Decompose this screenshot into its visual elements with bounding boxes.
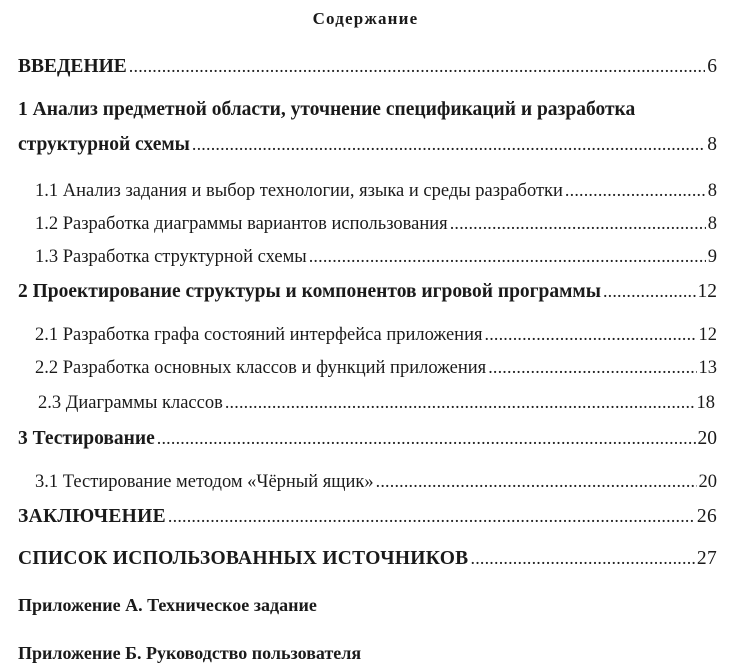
toc-entry-text: ЗАКЛЮЧЕНИЕ xyxy=(18,506,166,527)
leader-dots xyxy=(192,134,705,155)
toc-page-number: 12 xyxy=(698,325,717,345)
toc-entry-text: 2 Проектирование структуры и компонентов игровой программы xyxy=(18,281,601,302)
toc-entry-1-1[interactable] xyxy=(35,180,717,202)
toc-page-number: 13 xyxy=(698,358,717,378)
toc-page-number: 9 xyxy=(707,247,717,267)
toc-entry-1-3[interactable] xyxy=(35,246,717,268)
toc-entry-1-line1[interactable]: 1 Анализ предметной области, уточнение спецификаций и разработка xyxy=(18,99,636,120)
leader-dots xyxy=(309,246,706,267)
leader-dots xyxy=(168,506,695,527)
toc-page-number: 12 xyxy=(697,281,717,302)
leader-dots xyxy=(471,548,695,569)
toc-entry-3-1[interactable] xyxy=(35,471,717,493)
toc-entry-text: 1.1 Анализ задания и выбор технологии, языка и среды разработки xyxy=(35,181,563,201)
leader-dots xyxy=(565,180,706,201)
toc-entry-appendix-b[interactable]: Приложение Б. Руководство пользователя xyxy=(18,643,362,663)
toc-page-number: 8 xyxy=(707,181,717,201)
toc-entry-text: 2.1 Разработка графа состояний интерфейса приложения xyxy=(35,325,483,345)
toc-entry-3[interactable] xyxy=(18,428,717,450)
toc-entry-2-3[interactable] xyxy=(38,392,715,414)
toc-entry-text: 2.2 Разработка основных классов и функций приложения xyxy=(35,358,487,378)
leader-dots xyxy=(157,428,696,449)
leader-dots xyxy=(129,56,705,77)
toc-page-number: 20 xyxy=(698,472,717,492)
toc-entry-text: структурной схемы xyxy=(18,134,190,155)
toc-entry-references[interactable] xyxy=(18,548,717,570)
toc-entry-conclusion[interactable] xyxy=(18,506,717,528)
toc-entry-1[interactable] xyxy=(18,134,717,156)
toc-page-number: 20 xyxy=(697,428,717,449)
toc-entry-appendix-a[interactable]: Приложение А. Техническое задание xyxy=(18,595,317,615)
leader-dots xyxy=(488,357,696,378)
toc-entry-text: 1.3 Разработка структурной схемы xyxy=(35,247,307,267)
toc-entry-text: 1.2 Разработка диаграммы вариантов использования xyxy=(35,214,448,234)
toc-entry-text: 3.1 Тестирование методом «Чёрный ящик» xyxy=(35,472,374,492)
toc-entry-2-1[interactable] xyxy=(35,324,717,346)
toc-page-number: 6 xyxy=(707,56,717,77)
toc-entry-1-2[interactable] xyxy=(35,213,717,235)
toc-entry-text: СПИСОК ИСПОЛЬЗОВАННЫХ ИСТОЧНИКОВ xyxy=(18,548,469,569)
toc-page-number: 8 xyxy=(707,214,717,234)
toc-page-number: 18 xyxy=(696,393,715,413)
leader-dots xyxy=(376,471,697,492)
toc-entry-2[interactable] xyxy=(18,281,717,303)
leader-dots xyxy=(450,213,706,234)
leader-dots xyxy=(603,281,696,302)
toc-entry-text: 2.3 Диаграммы классов xyxy=(38,393,223,413)
toc-page-number: 8 xyxy=(707,134,717,155)
toc-page-number: 27 xyxy=(696,548,717,569)
toc-entry-text: 3 Тестирование xyxy=(18,428,155,449)
page-title: Содержание xyxy=(312,9,419,28)
toc-entry-2-2[interactable] xyxy=(35,357,717,379)
toc-page-number: 26 xyxy=(696,506,717,527)
toc-entry-introduction[interactable] xyxy=(18,56,717,78)
toc-entry-text: ВВЕДЕНИЕ xyxy=(18,56,127,77)
leader-dots xyxy=(225,392,695,413)
leader-dots xyxy=(485,324,697,345)
